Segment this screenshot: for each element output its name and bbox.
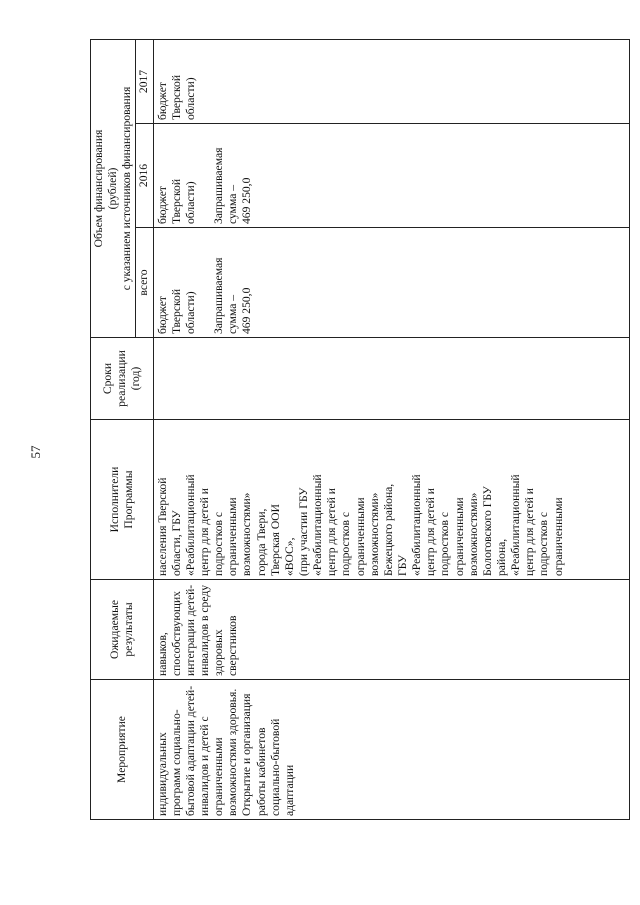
header-executors: Исполнители Программы [91, 420, 154, 580]
header-year-2017: 2017 [136, 39, 153, 123]
header-total: всего [136, 228, 153, 338]
header-terms: Сроки реализации (год) [91, 338, 154, 420]
header-year-2016: 2016 [136, 124, 153, 228]
cell-results: навыков, способствующих интеграции детей- инвалидов в среду здоровых сверстников [153, 580, 629, 680]
cell-executors: населения Тверской области, ГБУ «Реабилитационный центр для детей и подростков с ограниченными возможностями» города Твери, Тверская ООИ «ВОС», (при участии ГБУ «Реабилитационный центр для детей и подростков с ограниченными возможностями» Бежецкого района, ГБУ «Реабилитационный центр для детей и подростков с ограниченными возможностями» Бологовского ГБУ района, «Реабилитационный центр для детей и подростков с ограниченными [153, 420, 629, 580]
table-row [153, 39, 629, 819]
rotated-table-wrapper [90, 40, 630, 820]
cell-measure: индивидуальных программ социально- бытовой адаптации детей- инвалидов и детей с ограниченными возможностями здоровья. Открытие и организация работы кабинетов социально-бытовой адаптации [153, 680, 629, 820]
header-funding: Объем финансирования (рублей) с указанием источников финансирования [91, 39, 136, 337]
cell-total: бюджет Тверской области) Запрашиваемая сумма – 469 250,0 [153, 228, 629, 338]
cell-terms [153, 338, 629, 420]
header-measure: Мероприятие [91, 680, 154, 820]
cell-year-2016: бюджет Тверской области) Запрашиваемая сумма – 469 250,0 [153, 124, 629, 228]
page-number: 57 [28, 445, 43, 459]
cell-year-2017: бюджет Тверской области) [153, 39, 629, 123]
header-results: Ожидаемые результаты [91, 580, 154, 680]
funding-table [90, 39, 630, 820]
